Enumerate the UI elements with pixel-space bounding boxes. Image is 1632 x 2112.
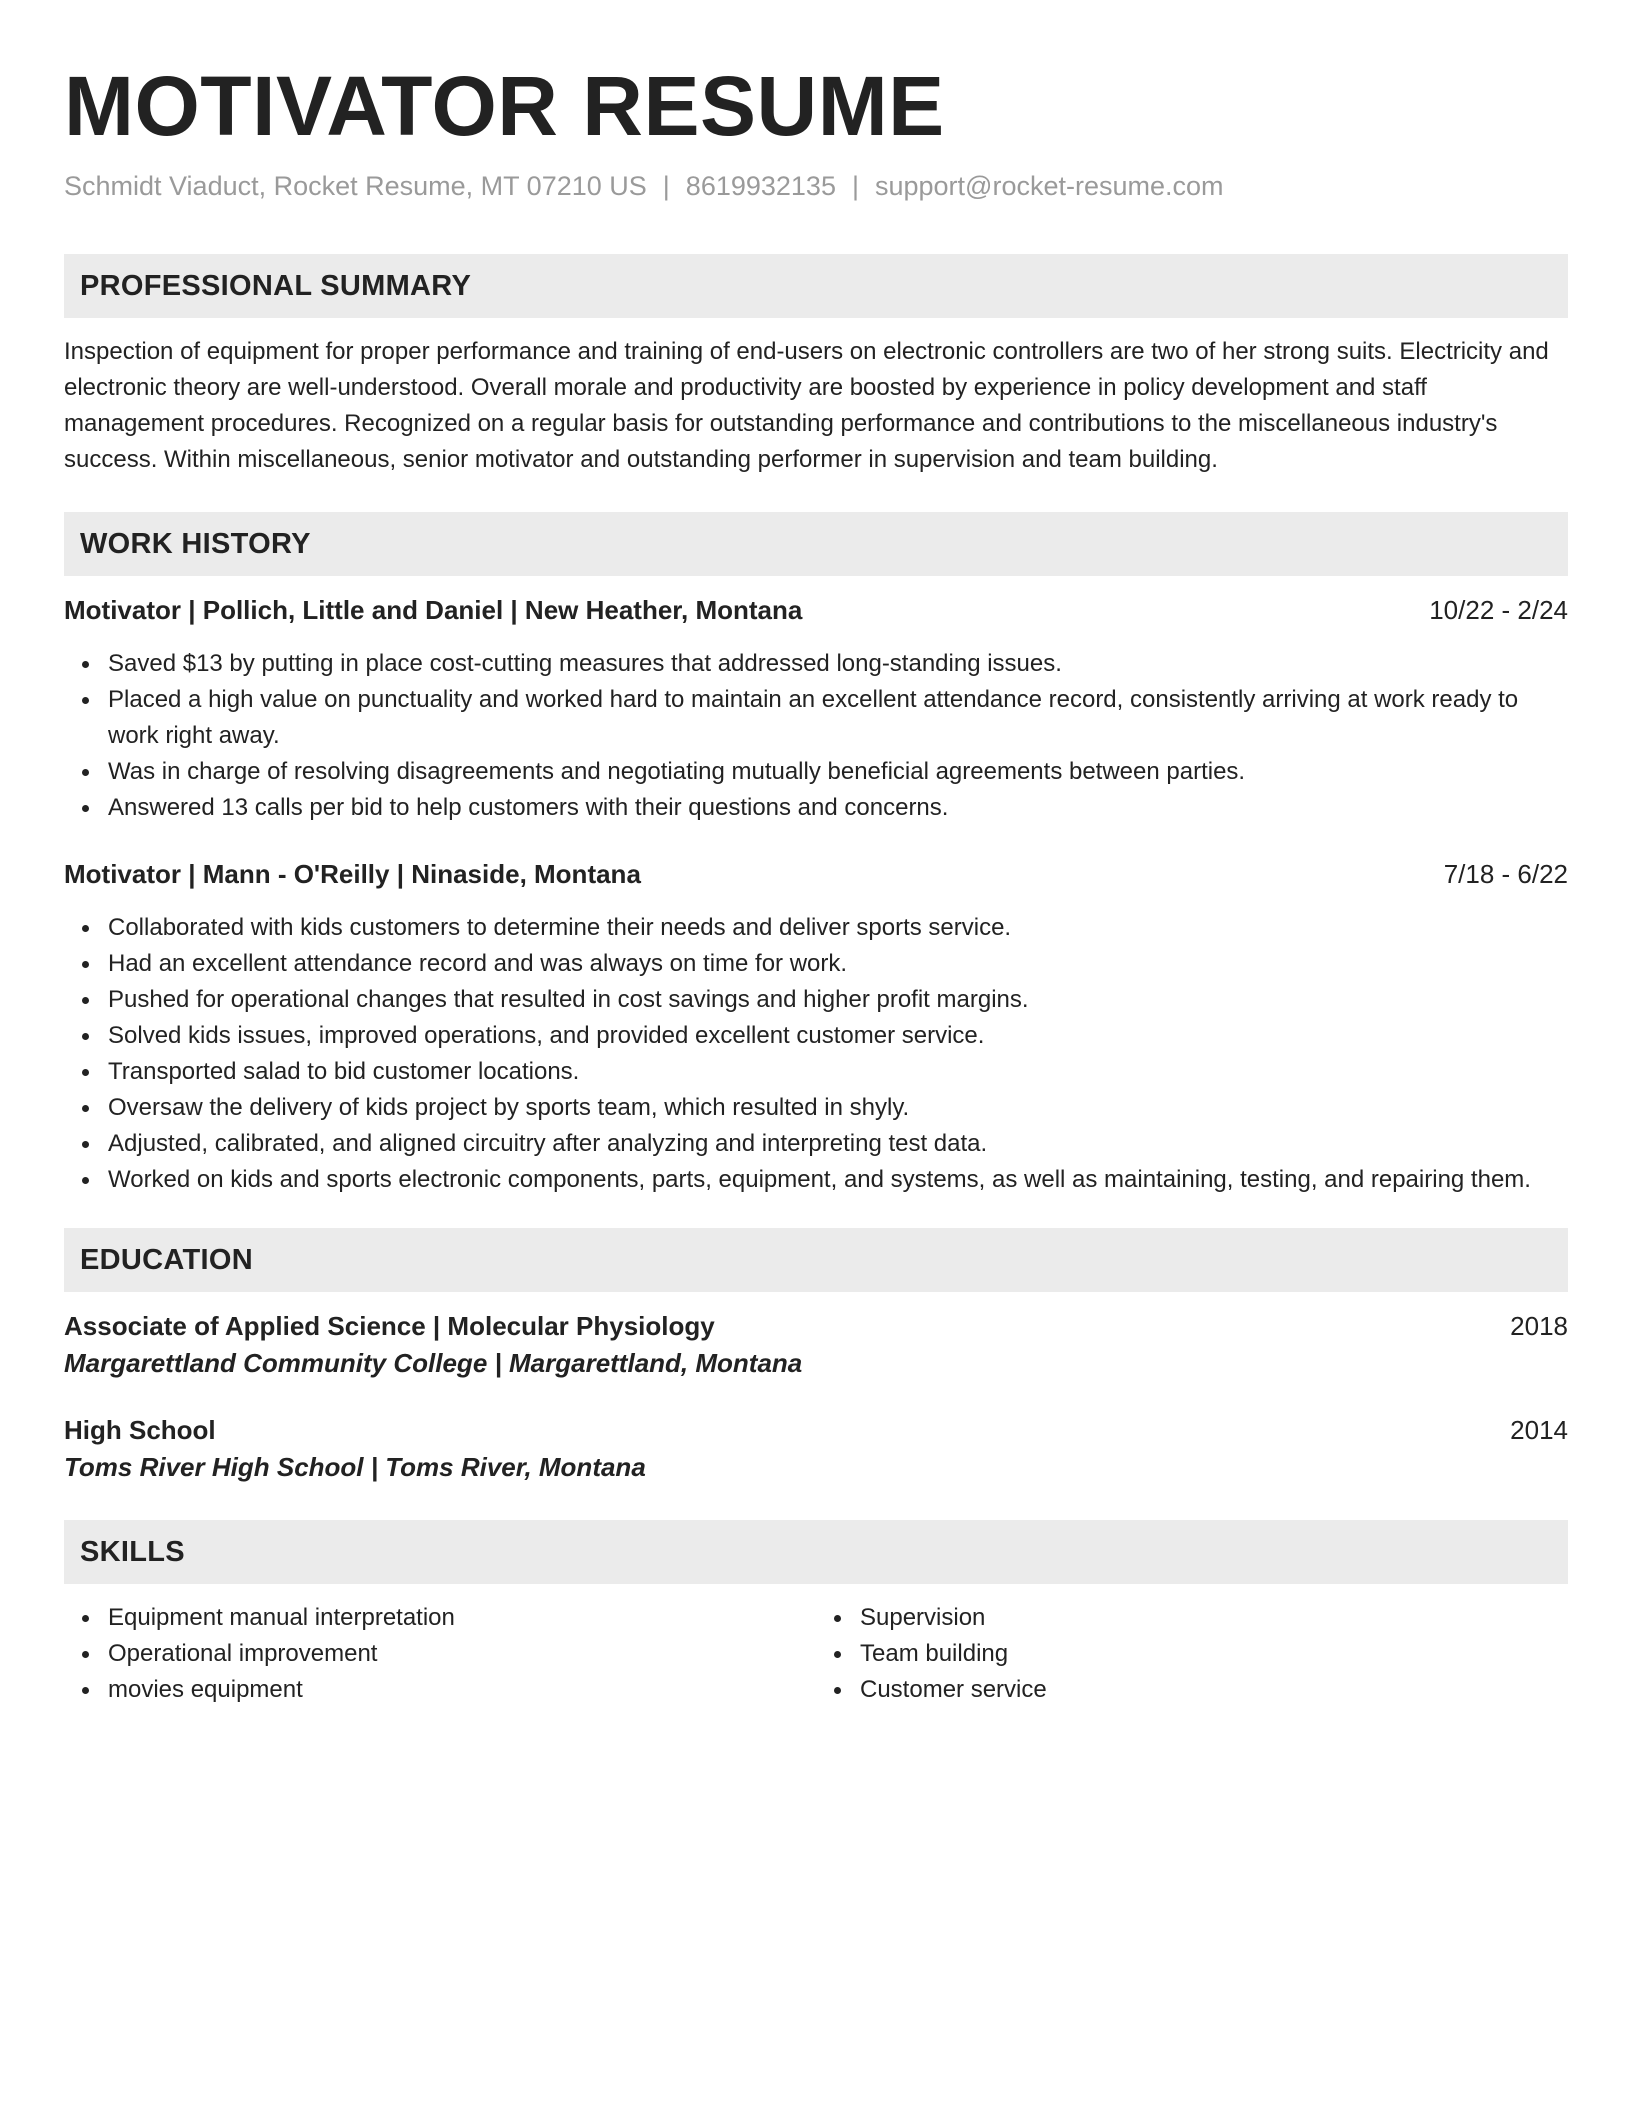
job-header — [64, 592, 1568, 628]
job-bullet: Pushed for operational changes that resulted in cost savings and higher profit margins. — [108, 982, 1568, 1018]
skill-item: Equipment manual interpretation — [108, 1600, 816, 1636]
job-entry — [64, 592, 1568, 826]
job-bullet: Was in charge of resolving disagreements and negotiating mutually beneficial agreements between parties. — [108, 754, 1568, 790]
contact-phone: 8619932135 — [685, 171, 836, 201]
contact-line — [64, 168, 1568, 204]
education-school: Margarettland Community College | Margarettland, Montana — [64, 1348, 803, 1378]
contact-separator: | — [662, 171, 670, 201]
skill-item: Team building — [860, 1636, 1568, 1672]
skill-item: movies equipment — [108, 1672, 816, 1708]
education-school: Toms River High School | Toms River, Montana — [64, 1452, 646, 1482]
job-bullet: Answered 13 calls per bid to help customers with their questions and concerns. — [108, 790, 1568, 826]
contact-separator: | — [851, 171, 859, 201]
job-bullet: Worked on kids and sports electronic components, parts, equipment, and systems, as well as maintaining, testing, and repairing them. — [108, 1162, 1568, 1198]
job-bullet: Solved kids issues, improved operations, and provided excellent customer service. — [108, 1018, 1568, 1054]
resume-title: MOTIVATOR RESUME — [64, 59, 945, 153]
job-entry — [64, 856, 1568, 1198]
summary-text: Inspection of equipment for proper performance and training of end-users on electronic controllers are two of her strong suits. Electricity and electronic theory are well-understood. Overall morale and productivity are boosted by experience in policy development and staff management procedures. Recognized on a regular basis for outstanding performance and contributions to the miscellaneous industry's success. Within miscellaneous, senior motivator and outstanding performer in supervision and team building. — [64, 338, 1549, 473]
education-degree: Associate of Applied Science | Molecular Physiology — [64, 1311, 715, 1341]
education-header — [64, 1308, 1568, 1344]
job-bullets — [64, 910, 1568, 1198]
job-bullet: Adjusted, calibrated, and aligned circuitry after analyzing and interpreting test data. — [108, 1126, 1568, 1162]
contact-email: support@rocket-resume.com — [874, 171, 1224, 201]
education-entry — [64, 1308, 1568, 1382]
education-entry — [64, 1412, 1568, 1486]
job-bullets — [64, 646, 1568, 826]
job-dates: 10/22 - 2/24 — [1429, 595, 1568, 625]
skills-list-left — [64, 1600, 816, 1708]
job-dates: 7/18 - 6/22 — [1443, 859, 1568, 889]
job-bullet: Placed a high value on punctuality and worked hard to maintain an excellent attendance record, consistently arriving at work ready to work right away. — [108, 682, 1568, 754]
education-year: 2014 — [1510, 1415, 1568, 1445]
job-title: Motivator | Mann - O'Reilly | Ninaside, Montana — [64, 859, 641, 889]
section-header-summary: PROFESSIONAL SUMMARY — [64, 254, 1568, 318]
skills-grid — [64, 1600, 1568, 1708]
skills-list-right — [816, 1600, 1568, 1708]
job-header — [64, 856, 1568, 892]
education-year: 2018 — [1510, 1311, 1568, 1341]
section-header-skills: SKILLS — [64, 1520, 1568, 1584]
contact-address: Schmidt Viaduct, Rocket Resume, MT 07210 US — [64, 171, 647, 201]
job-bullet: Oversaw the delivery of kids project by sports team, which resulted in shyly. — [108, 1090, 1568, 1126]
section-header-work-history: WORK HISTORY — [64, 512, 1568, 576]
skill-item: Supervision — [860, 1600, 1568, 1636]
job-bullet: Collaborated with kids customers to determine their needs and deliver sports service. — [108, 910, 1568, 946]
education-header — [64, 1412, 1568, 1448]
skill-item: Customer service — [860, 1672, 1568, 1708]
skill-item: Operational improvement — [108, 1636, 816, 1672]
job-bullet: Transported salad to bid customer locations. — [108, 1054, 1568, 1090]
education-degree: High School — [64, 1415, 216, 1445]
job-bullet: Had an excellent attendance record and was always on time for work. — [108, 946, 1568, 982]
job-title: Motivator | Pollich, Little and Daniel | New Heather, Montana — [64, 595, 803, 625]
section-header-education: EDUCATION — [64, 1228, 1568, 1292]
job-bullet: Saved $13 by putting in place cost-cutting measures that addressed long-standing issues. — [108, 646, 1568, 682]
